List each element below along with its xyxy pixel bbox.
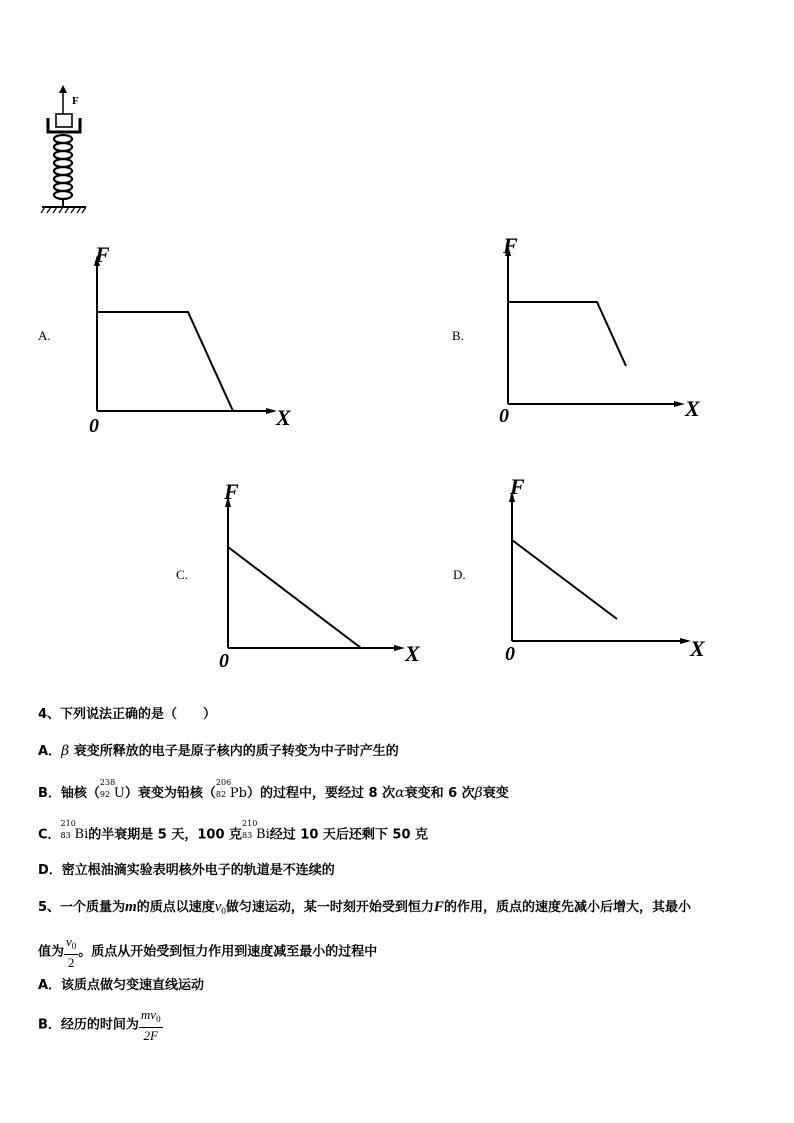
graph-d-y-label: F [510, 474, 525, 499]
q4-option-c: C． 210 83 Bi的半衰期是 5 天，100 克 210 83 Bi经过 10 天后还剩下 50 克 [38, 819, 429, 843]
beta-symbol: β [61, 743, 70, 759]
graph-b-y-label: F [503, 233, 518, 258]
fraction-v0-over-2: $\frac{v_0}{2}$ [66, 934, 77, 970]
lead-nuclide: 206 82 Pb [215, 777, 247, 801]
graph-a-x-label: X [276, 405, 291, 430]
q4-stem: 4、下列说法正确的是（ ） [38, 707, 217, 722]
q5-option-b: B．经历的时间为 $\frac{mv_0}{2F}$ [38, 1007, 161, 1043]
q4-option-d: D．密立根油滴实验表明核外电子的轨道是不连续的 [38, 863, 335, 878]
q5-stem-line1: 5、一个质量为m的质点以速度$v_0$做匀速运动，某一时刻开始受到恒力F的作用，质点的速度先减小后增大，其最小 [38, 899, 691, 916]
graph-c-y-label: F [224, 479, 239, 504]
option-d-label: D. [453, 567, 466, 582]
beta-symbol-2: β [474, 785, 483, 801]
graph-c-origin: 0 [219, 650, 229, 672]
alpha-symbol: α [395, 785, 405, 801]
q4-option-a: A．β 衰变所释放的电子是原子核内的质子转变为中子时产生的 [38, 743, 399, 759]
graph-b-x-label: X [685, 396, 700, 421]
option-c-label: C. [176, 567, 188, 582]
graph-d-x-label: X [690, 636, 705, 661]
mass-symbol: m [125, 899, 137, 915]
q4-option-b: B．铀核（ 238 92 U）衰变为铅核（ 206 82 Pb）的过程中，要经过 8 次α衰变和 6 次β衰变 [38, 777, 509, 801]
graph-c-x-label: X [405, 641, 420, 666]
graph-d-origin: 0 [505, 643, 515, 665]
graph-b-origin: 0 [499, 405, 509, 427]
graph-a-y-label: F [95, 242, 110, 267]
graph-a-origin: 0 [89, 415, 99, 437]
option-a-label: A. [38, 328, 51, 343]
force-symbol: F [433, 899, 444, 915]
bismuth-nuclide: 210 83 Bi [60, 819, 89, 842]
option-b-label: B. [452, 328, 464, 343]
q5-stem-line2: 值为 $\frac{v_0}{2}$ 。质点从开始受到恒力作用到速度减至最小的过程中 [38, 934, 378, 970]
q5-option-a: A．该质点做匀变速直线运动 [38, 978, 205, 993]
velocity-symbol: $v_0$ [214, 899, 226, 916]
fraction-mv0-over-2F: $\frac{mv_0}{2F}$ [140, 1007, 161, 1043]
force-label: F [72, 95, 79, 107]
uranium-nuclide: 238 92 U [99, 777, 125, 801]
bismuth-nuclide-2: 210 83 Bi [242, 819, 270, 842]
